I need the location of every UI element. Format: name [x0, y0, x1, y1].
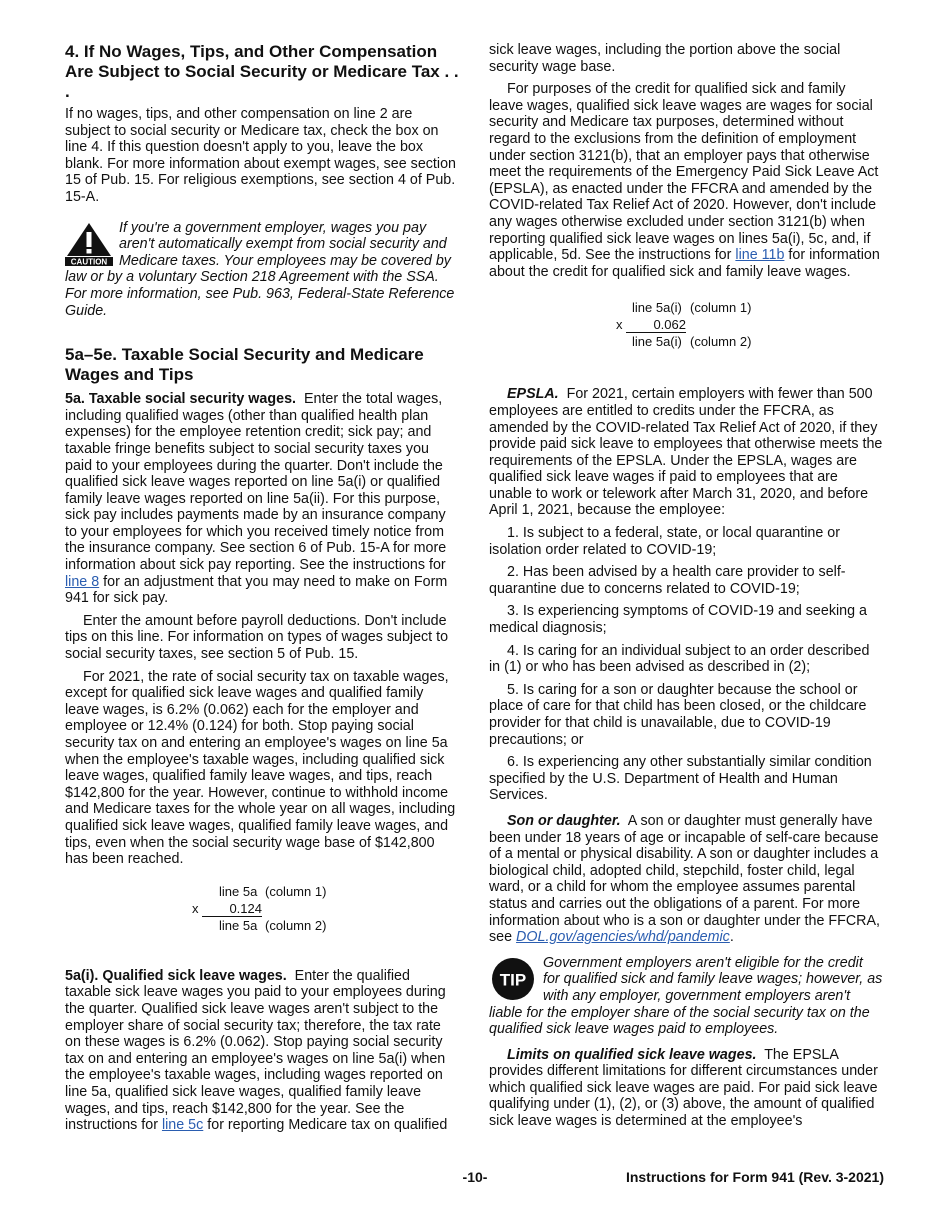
son-lead: Son or daughter.: [507, 812, 621, 829]
limits-text: The EPSLA provides different limitations for different circumstances under which qualified sick leave wages are paid. For paid sick leave qualifying under (1), (2), or (3) above, the amount of qualified sick leave wages is determined at the employee's: [489, 1046, 878, 1130]
caution-label: CAUTION: [70, 257, 108, 266]
line-8-link[interactable]: line 8: [65, 573, 100, 590]
epsla-item-4: 4. Is caring for an individual subject to an order described in (1) or who has been advised as described in (2);: [489, 642, 870, 676]
section-4-body: If no wages, tips, and other compensation on line 2 are subject to social security or Medicare tax, check the box on line 4. If this question doesn't apply to you, leave the box blank. For more information about exempt wages, see section 15 of Pub. 15. For religious exemptions, see section 4 of Pub. 15-A.: [65, 106, 456, 205]
epsla-item-2: 2. Has been advised by a health care provider to self-quarantine due to concerns related to COVID-19;: [489, 564, 846, 597]
calc-5a-col2: (column 2): [265, 917, 327, 933]
left-column: [65, 42, 459, 1134]
purposes-tail: for information about the credit for qualified sick and family leave wages.: [489, 247, 880, 280]
purposes-para: [489, 81, 883, 280]
calc-5ai-rate: 0.062: [626, 317, 686, 333]
son-text: A son or daughter must generally have been under 18 years of age or incapable of self-care because of a mental or physical disability. A son or daughter includes a biological child, adopted child, stepchild, foster child, legal ward, or a child for whom the employee assumes parental status and carries out the obligations of a parent. For more information about who is a son or daughter under the FFCRA, see: [489, 812, 880, 946]
para-5ai-text: Enter the qualified taxable sick leave wages you paid to your employees during the quarter. Qualified sick leave wages aren't subject to the employer share of social security tax; therefore, the tax rate on these wages is 6.2% (0.062). Stop paying social security tax on and entering an employee's wages on line 5a(i) when the employee's taxable wages, including wages reported on line 5a, qualified sick leave wages, qualified family leave wages, and tips, reach $142,800 for the year. See the instructions for: [65, 967, 446, 1134]
caution-note: [65, 220, 459, 320]
tip-icon: [489, 957, 537, 1001]
limits-lead: Limits on qualified sick leave wages.: [507, 1046, 757, 1063]
para-5ai: [65, 968, 459, 1134]
dol-link[interactable]: DOL.gov/agencies/whd/pandemic: [516, 929, 730, 946]
section-4-heading: 4. If No Wages, Tips, and Other Compensation Are Subject to Social Security or Medicare Tax . . .: [65, 42, 459, 101]
epsla-item-6: 6. Is experiencing any other substantially similar condition specified by the U.S. Department of Health and Human Services.: [489, 754, 872, 804]
epsla-item-3: 3. Is experiencing symptoms of COVID-19 and seeking a medical diagnosis;: [489, 603, 867, 637]
para-5a-2: Enter the amount before payroll deductions. Don't include tips on this line. For information on types of wages subject to social security taxes, see section 5 of Pub. 15.: [65, 612, 449, 663]
purposes-text: For purposes of the credit for qualified sick and family leave wages, qualified sick leave wages are wages for social security and Medicare tax purposes, determined without regard to the exclusions from the definition of employment under section 3121(b), that an employer pays that otherwise meet the requirements of the Emergency Paid Sick Leave Act (EPSLA), as enacted under the FFCRA and amended by the COVID-related Tax Relief Act of 2020. However, don't include any wages otherwise excluded under section 3121(b) when reporting qualified sick leave wages on lines 5a(i), 5c, and, if applicable, 5d. See the instructions for: [489, 81, 879, 264]
calc-5a-col1: (column 1): [265, 883, 327, 899]
tip-label: TIP: [499, 970, 527, 990]
para-5a-tail: for an adjustment that you may need to make on Form 941 for sick pay.: [65, 573, 448, 607]
continuation-text: sick leave wages, including the portion above the social security wage base.: [489, 42, 841, 75]
caution-icon: [65, 222, 113, 266]
son-end: .: [729, 929, 734, 946]
tip-note: [489, 955, 883, 1038]
calc-5a: [65, 880, 459, 938]
calc-5ai-col2: (column 2): [690, 334, 752, 350]
calc-5a-x: x: [192, 900, 199, 916]
epsla-text: For 2021, certain employers with fewer than 500 employees are entitled to credits under the FFCRA, as amended by the COVID-related Tax Relief Act of 2020, if they provide paid sick leave to employees that otherwise meets the requirements of the EPSLA. Under the EPSLA, wages are qualified sick leave wages if paid to employees that are unable to work or telework after March 31, 2020, and before April 1, 2021, because the employee:: [489, 386, 883, 519]
line-11b-link[interactable]: line 11b: [735, 247, 785, 264]
calc-5a-rate: 0.124: [202, 901, 262, 917]
para-5ai-lead: 5a(i). Qualified sick leave wages.: [65, 967, 287, 984]
calc-5ai-line1: line 5a(i): [632, 300, 682, 316]
epsla-lead: EPSLA.: [507, 386, 559, 403]
calc-5a-line2: line 5a: [219, 917, 258, 933]
para-5a: [65, 391, 459, 607]
page-number: -10-: [462, 1169, 488, 1185]
right-column: [489, 42, 883, 1130]
epsla-item-1: 1. Is subject to a federal, state, or local quarantine or isolation order related to COVID-19;: [489, 525, 840, 558]
calc-5ai-line2: line 5a(i): [632, 334, 682, 350]
tip-text: Government employers aren't eligible for the credit for qualified sick and family leave wages; however, as with any employer, government employers aren't liable for the employer share of the social security tax on the qualified sick leave wages paid to employees.: [489, 954, 883, 1038]
caution-text: If you're a government employer, wages you pay aren't automatically exempt from social security and Medicare taxes. Your employees may be covered by law or by a voluntary Section 218 Agreement with the SSA. For more information, see Pub. 963, Federal-State Reference Guide.: [65, 219, 455, 319]
calc-5ai-col1: (column 1): [690, 300, 752, 316]
calc-5ai: [489, 294, 883, 352]
form-title-footer: Instructions for Form 941 (Rev. 3-2021): [625, 1169, 884, 1185]
limits-para: [489, 1047, 883, 1130]
calc-5a-line1: line 5a: [219, 883, 258, 899]
para-5a-lead: 5a. Taxable social security wages.: [65, 391, 296, 408]
para-5ai-tail: for reporting Medicare tax on qualified: [207, 1117, 448, 1134]
para-5a-3: For 2021, the rate of social security tax on taxable wages, except for qualified sick leave wages and qualified family leave wages, is 6.2% (0.062) each for the employer and employee or 12.4% (0.124) for both. Stop paying social security tax on and entering an employee's wages on line 5a when the employee's taxable wages, including qualified sick leave wages, qualified family leave wages, and tips, reach $142,800 for the year. However, continue to withhold income and Medicare taxes for the whole year on all wages, including qualified sick leave wages, qualified family leave wages, and tips, even when the social security wage base of $142,800 has been reached.: [65, 668, 456, 868]
epsla-item-5: 5. Is caring for a son or daughter because the school or place of care for that child has been closed, or the childcare provider for that child is unavailable, due to COVID-19 precautions; or: [489, 681, 867, 748]
calc-5ai-x: x: [616, 317, 623, 333]
epsla-para: [489, 386, 883, 519]
line-5c-link[interactable]: line 5c: [161, 1117, 204, 1134]
son-para: [489, 813, 883, 946]
para-5a-text: Enter the total wages, including qualified wages (other than qualified health plan expenses) for the employee retention credit; sick pay; and taxable fringe benefits subject to social security taxes you paid to your employees during the quarter. Don't include the qualified sick leave wages reported on line 5a(i) or qualified family leave wages reported on line 5a(ii). For this purpose, sick pay includes payments made by an insurance company to your employees for which you received timely notice from the insurance company. See section 6 of Pub. 15-A for more information about sick pay reporting. See the instructions for: [65, 391, 447, 574]
section-5-heading: 5a–5e. Taxable Social Security and Medicare Wages and Tips: [65, 345, 424, 385]
